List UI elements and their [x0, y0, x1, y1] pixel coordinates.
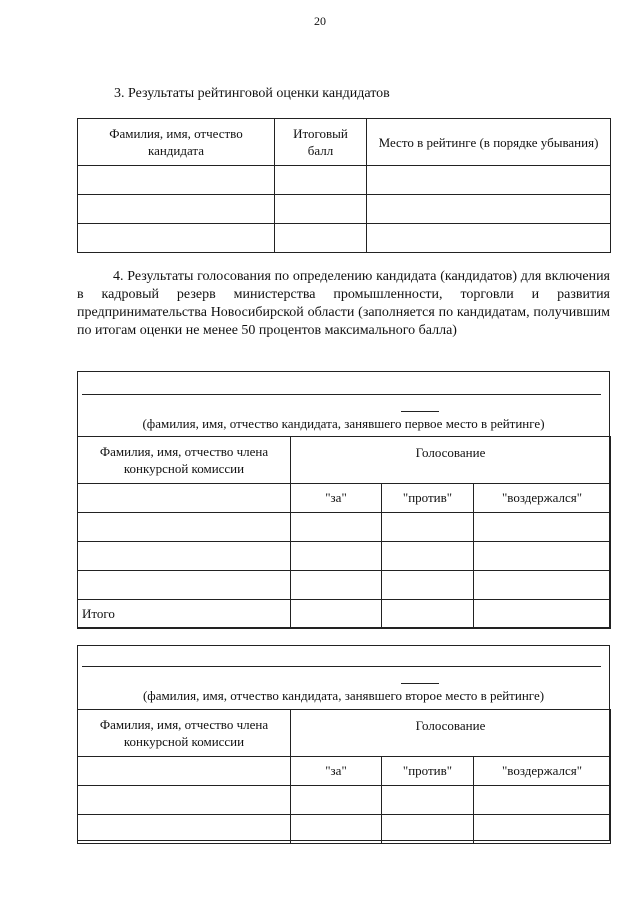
total-score-cell[interactable]	[275, 195, 367, 224]
vote-for-label: "за"	[291, 484, 382, 513]
vote-against-total-cell[interactable]	[382, 600, 474, 629]
member-name-cell[interactable]	[78, 815, 291, 844]
vote-options-row	[78, 484, 611, 513]
vote-against-cell[interactable]	[382, 815, 474, 844]
member-name-cell[interactable]	[78, 542, 291, 571]
vote-options-row	[78, 757, 611, 786]
vote-for-cell[interactable]	[291, 571, 382, 600]
total-score-header: Итоговый балл	[275, 119, 367, 166]
vote-abstain-cell[interactable]	[474, 513, 611, 542]
candidate-caption: (фамилия, имя, отчество кандидата, занявшего первое место в рейтинге)	[142, 416, 545, 431]
vote-for-label: "за"	[291, 757, 382, 786]
vote-table	[77, 436, 611, 629]
section-3-title: 3. Результаты рейтинговой оценки кандидатов	[114, 86, 390, 101]
vote-abstain-label: "воздержался"	[474, 484, 611, 513]
short-fill-line	[401, 683, 439, 684]
vote-block-first-place	[77, 371, 610, 628]
member-name-cell[interactable]	[78, 757, 291, 786]
table-row	[78, 166, 611, 195]
short-fill-line	[401, 411, 439, 412]
table-row	[78, 815, 611, 844]
vote-abstain-cell[interactable]	[474, 815, 611, 844]
rating-table	[77, 118, 611, 253]
member-name-cell[interactable]	[78, 786, 291, 815]
total-score-cell[interactable]	[275, 166, 367, 195]
candidate-name-header: Фамилия, имя, отчество кандидата	[78, 119, 275, 166]
vote-against-cell[interactable]	[382, 542, 474, 571]
vote-abstain-cell[interactable]	[474, 571, 611, 600]
vote-against-label: "против"	[382, 484, 474, 513]
voting-header: Голосование	[291, 437, 611, 484]
candidate-name-cell[interactable]	[78, 195, 275, 224]
candidate-caption: (фамилия, имя, отчество кандидата, занявшего второе место в рейтинге)	[142, 688, 545, 703]
vote-table	[77, 709, 611, 844]
rating-table-header-row	[78, 119, 611, 166]
total-label: Итого	[78, 600, 291, 629]
table-row	[78, 513, 611, 542]
member-name-cell[interactable]	[78, 513, 291, 542]
vote-for-cell[interactable]	[291, 513, 382, 542]
candidate-name-fill-line[interactable]	[82, 394, 601, 395]
member-name-header: Фамилия, имя, отчество члена конкурсной комиссии	[78, 437, 291, 484]
vote-for-cell[interactable]	[291, 815, 382, 844]
member-name-header: Фамилия, имя, отчество члена конкурсной комиссии	[78, 710, 291, 757]
member-name-cell[interactable]	[78, 571, 291, 600]
candidate-name-cell[interactable]	[78, 224, 275, 253]
vote-table-header-row	[78, 437, 611, 484]
table-row	[78, 195, 611, 224]
table-row	[78, 542, 611, 571]
candidate-name-cell[interactable]	[78, 166, 275, 195]
page-number: 20	[314, 14, 326, 28]
rating-place-header: Место в рейтинге (в порядке убывания)	[367, 119, 611, 166]
vote-abstain-cell[interactable]	[474, 786, 611, 815]
vote-against-label: "против"	[382, 757, 474, 786]
rating-place-cell[interactable]	[367, 166, 611, 195]
total-row	[78, 600, 611, 629]
voting-header: Голосование	[291, 710, 611, 757]
total-score-cell[interactable]	[275, 224, 367, 253]
vote-table-header-row	[78, 710, 611, 757]
rating-place-cell[interactable]	[367, 224, 611, 253]
vote-abstain-total-cell[interactable]	[474, 600, 611, 629]
table-row	[78, 224, 611, 253]
vote-for-cell[interactable]	[291, 542, 382, 571]
vote-against-cell[interactable]	[382, 513, 474, 542]
section-4-paragraph: 4. Результаты голосования по определению кандидата (кандидатов) для включения в кадровый резерв министерства промышленности, торговли и развития предпринимательства Новосибирской области (заполняется по кандидатам, получившим по итогам оценки не менее 50 процентов максимального балла)	[77, 269, 610, 338]
table-row	[78, 786, 611, 815]
member-name-cell[interactable]	[78, 484, 291, 513]
rating-place-cell[interactable]	[367, 195, 611, 224]
vote-against-cell[interactable]	[382, 786, 474, 815]
vote-abstain-label: "воздержался"	[474, 757, 611, 786]
vote-for-cell[interactable]	[291, 786, 382, 815]
candidate-name-fill-line[interactable]	[82, 666, 601, 667]
vote-for-total-cell[interactable]	[291, 600, 382, 629]
vote-against-cell[interactable]	[382, 571, 474, 600]
vote-abstain-cell[interactable]	[474, 542, 611, 571]
vote-block-second-place	[77, 645, 610, 841]
table-row	[78, 571, 611, 600]
